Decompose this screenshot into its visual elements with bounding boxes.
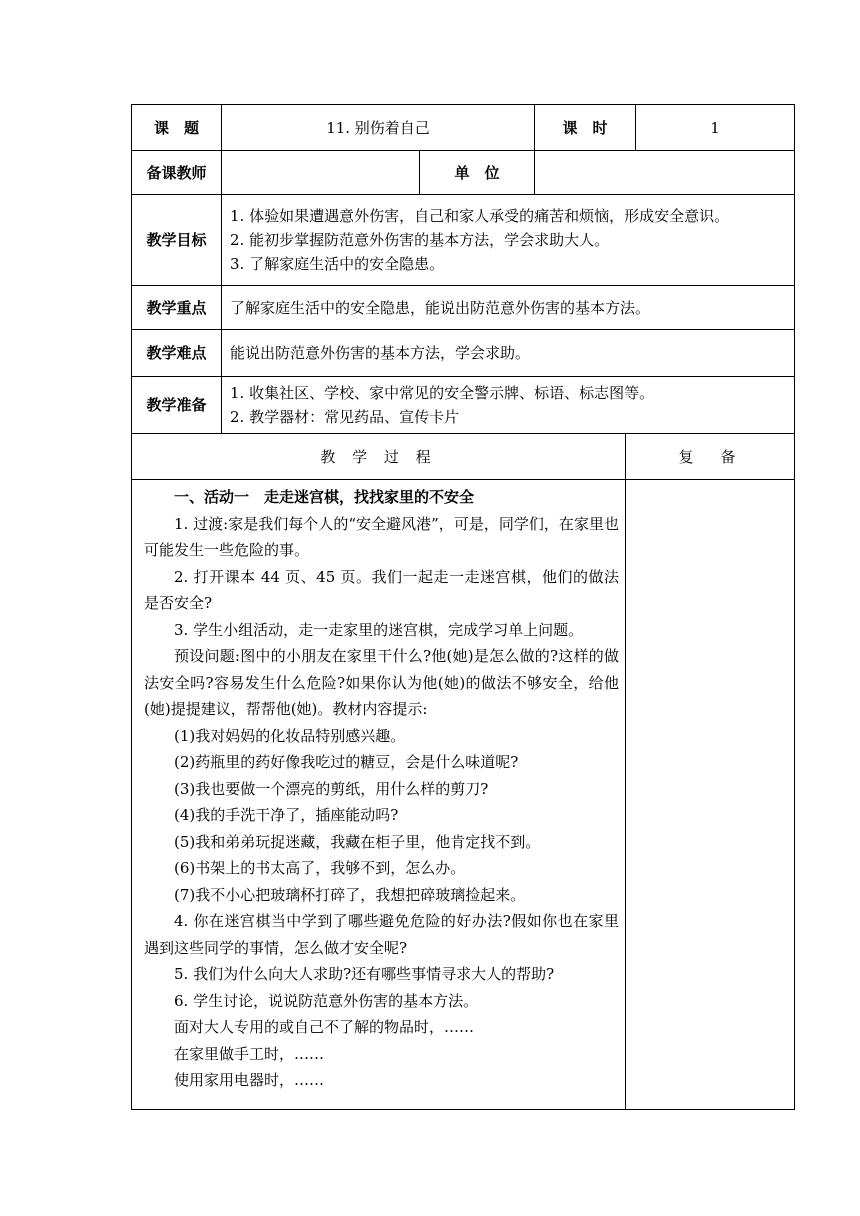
preparation-line: 2. 教学器材：常见药品、宣传卡片	[230, 408, 460, 426]
lesson-plan	[131, 104, 794, 1110]
topic-value: 11. 别伤着自己	[222, 105, 535, 151]
preparation-content	[222, 377, 795, 434]
process-paragraph: (6)书架上的书太高了，我够不到，怎么办。	[174, 859, 466, 877]
difficulties-content: 能说出防范意外伤害的基本方法，学会求助。	[222, 330, 795, 377]
preparation-label: 教学准备	[132, 377, 222, 434]
process-paragraph: (2)药瓶里的药好像我吃过的糖豆，会是什么味道呢?	[174, 753, 519, 771]
goal-line: 1. 体验如果遭遇意外伤害，自己和家人承受的痛苦和烦恼，形成安全意识。	[230, 207, 730, 225]
process-paragraph: 1. 过渡:家是我们每个人的“安全避风港”，可是，同学们，在家里也可能发生一些危险的事。	[144, 514, 619, 559]
key-points-content: 了解家庭生活中的安全隐患，能说出防范意外伤害的基本方法。	[222, 286, 795, 330]
activity-heading: 一、活动一 走走迷宫棋，找找家里的不安全	[174, 488, 475, 506]
process-paragraph: 预设问题:图中的小朋友在家里干什么?他(她)是怎么做的?这样的做法安全吗?容易发生什么危险?如果你认为他(她)的做法不够安全，给他(她)提提建议，帮帮他(她)。教材内容提示:	[144, 647, 619, 718]
review-content	[626, 480, 795, 1110]
process-paragraph: (3)我也要做一个漂亮的剪纸，用什么样的剪刀?	[174, 779, 489, 798]
process-paragraph: (1)我对妈妈的化妆品特别感兴趣。	[174, 726, 406, 745]
process-paragraph: 在家里做手工时，……	[174, 1044, 325, 1063]
process-content	[132, 480, 626, 1110]
process-paragraph: (5)我和弟弟玩捉迷藏，我藏在柜子里，他肯定找不到。	[174, 832, 541, 851]
unit-label: 单 位	[420, 151, 535, 195]
process-paragraph: 6. 学生讨论，说说防范意外伤害的基本方法。	[174, 991, 479, 1010]
topic-label: 课 题	[132, 105, 222, 151]
goal-line: 2. 能初步掌握防范意外伤害的基本方法，学会求助大人。	[230, 231, 610, 249]
process-paragraph: 使用家用电器时，……	[174, 1071, 325, 1089]
process-title: 教 学 过 程	[132, 434, 626, 480]
goals-label: 教学目标	[132, 195, 222, 286]
teacher-label: 备课教师	[132, 151, 222, 195]
review-title: 复 备	[626, 434, 795, 480]
teacher-value	[222, 151, 420, 195]
key-points-label: 教学重点	[132, 286, 222, 330]
goal-line: 3. 了解家庭生活中的安全隐患。	[230, 255, 445, 273]
process-paragraph: 2. 打开课本 44 页、45 页。我们一起走一走迷宫棋，他们的做法是否安全?	[144, 567, 619, 612]
preparation-line: 1. 收集社区、学校、家中常见的安全警示牌、标语、标志图等。	[230, 384, 655, 402]
process-paragraph: (4)我的手洗干净了，插座能动吗?	[174, 806, 399, 824]
unit-value	[535, 151, 795, 195]
process-paragraph: 3. 学生小组活动，走一走家里的迷宫棋，完成学习单上问题。	[174, 620, 584, 639]
lesson-info-table	[131, 104, 795, 434]
goals-content	[222, 195, 795, 286]
difficulties-label: 教学难点	[132, 330, 222, 377]
period-value: 1	[636, 105, 795, 151]
process-paragraph: (7)我不小心把玻璃杯打碎了，我想把碎玻璃捡起来。	[174, 885, 526, 904]
process-paragraph: 面对大人专用的或自己不了解的物品时，……	[174, 1018, 475, 1036]
process-paragraph: 5. 我们为什么向大人求助?还有哪些事情寻求大人的帮助?	[174, 965, 555, 983]
period-label: 课 时	[535, 105, 636, 151]
process-paragraph: 4. 你在迷宫棋当中学到了哪些避免危险的好办法?假如你也在家里遇到这些同学的事情，怎么做才安全呢?	[144, 912, 619, 957]
teaching-process-table	[131, 433, 795, 1110]
